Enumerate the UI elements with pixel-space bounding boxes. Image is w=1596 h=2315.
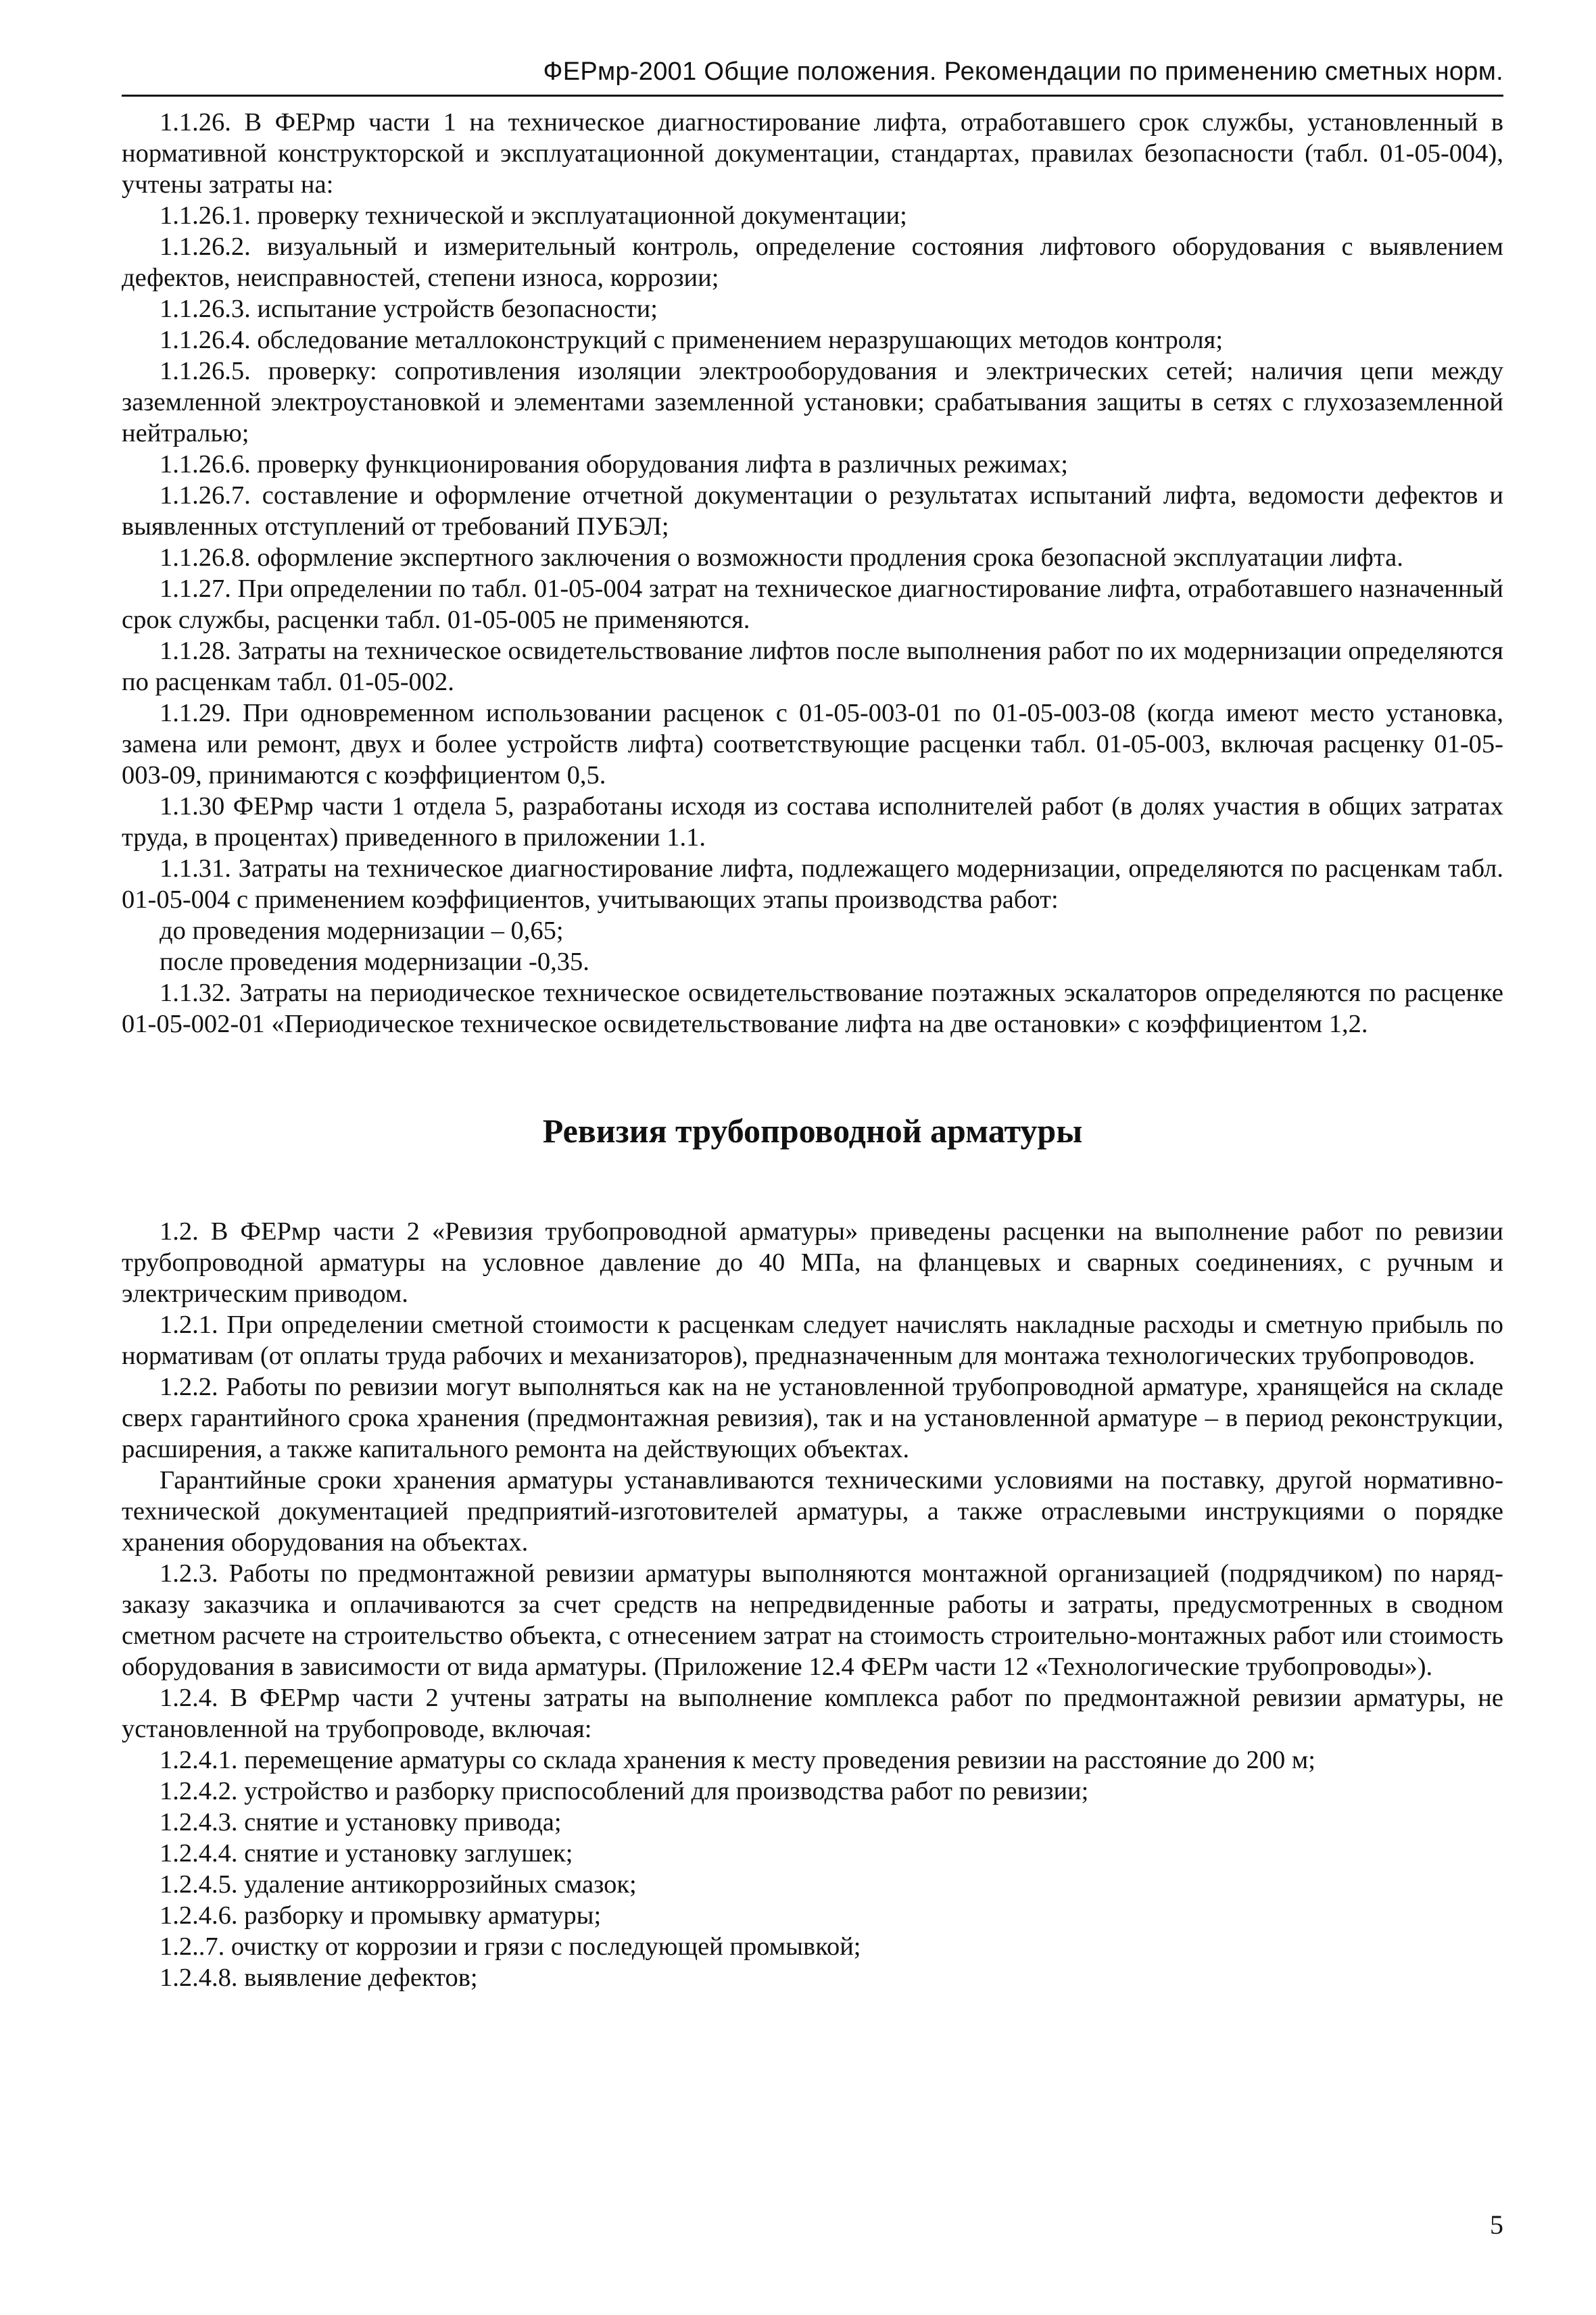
paragraph-1-1-29: 1.1.29. При одновременном использовании расценок с 01-05-003-01 по 01-05-003-08 (когда имеют место установка, замена или ремонт, двух и более устройств лифта) соответствующие расценки табл. 01-05-003, включая расценку 01-05-003-09, принимаются с коэффициентом 0,5. [122,699,1503,789]
paragraph-1-2-4-2: 1.2.4.2. устройство и разборку приспособлений для производства работ по ревизии; [160,1777,1089,1805]
paragraph-1-2-4-6: 1.2.4.6. разборку и промывку арматуры; [160,1901,602,1930]
paragraph-1-1-26-3: 1.1.26.3. испытание устройств безопасности; [160,295,658,323]
paragraph-1-2-2: 1.2.2. Работы по ревизии могут выполняться как на не установленной трубопроводной арматуре, хранящейся на складе сверх гарантийного срока хранения (предмонтажная ревизия), так и на установленной арматуре – в период реконструкции, расширения, а также капитального ремонта на действующих объектах. [122,1373,1503,1463]
paragraph-1-1-26-7: 1.1.26.7. составление и оформление отчетной документации о результатах испытаний лифта, ведомости дефектов и выявленных отступлений от требований ПУБЭЛ; [122,481,1503,541]
document-body [122,107,1503,1993]
paragraph-1-1-26-2: 1.1.26.2. визуальный и измерительный контроль, определение состояния лифтового оборудования с выявлением дефектов, неисправностей, степени износа, коррозии; [122,233,1503,292]
paragraph-1-2-4: 1.2.4. В ФЕРмр части 2 учтены затраты на выполнение комплекса работ по предмонтажной ревизии арматуры, не установленной на трубопроводе, включая: [122,1684,1503,1743]
paragraph-warranty-terms: Гарантийные сроки хранения арматуры устанавливаются техническими условиями на поставку, другой нормативно-технической документацией предприятий-изготовителей арматуры, а также отраслевыми инструкциями о порядке хранения оборудования на объектах. [122,1466,1503,1557]
paragraph-1-2-4-5: 1.2.4.5. удаление антикоррозийных смазок; [160,1870,637,1899]
paragraph-1-1-26-6: 1.1.26.6. проверку функционирования оборудования лифта в различных режимах; [160,450,1068,479]
paragraph-1-1-32: 1.1.32. Затраты на периодическое техническое освидетельствование поэтажных эскалаторов определяются по расценке 01-05-002-01 «Периодическое техническое освидетельствование лифта на две остановки» с коэффициентом 1,2. [122,979,1503,1038]
paragraph-1-2-4-7: 1.2..7. очистку от коррозии и грязи с последующей промывкой; [160,1932,861,1961]
running-header: ФЕРмр-2001 Общие положения. Рекомендации по применению сметных норм. [543,57,1503,86]
section-title: Ревизия трубопроводной арматуры [542,1112,1083,1150]
paragraph-1-2-4-4: 1.2.4.4. снятие и установку заглушек; [160,1839,573,1868]
paragraph-1-2-4-1: 1.2.4.1. перемещение арматуры со склада хранения к месту проведения ревизии на расстояние до 200 м; [160,1746,1315,1774]
paragraph-1-1-30: 1.1.30 ФЕРмр части 1 отдела 5, разработаны исходя из состава исполнителей работ (в долях участия в общих затратах труда, в процентах) приведенного в приложении 1.1. [122,792,1503,852]
paragraph-1-1-26-4: 1.1.26.4. обследование металлоконструкций с применением неразрушающих методов контроля; [160,326,1224,354]
page-number: 5 [1490,2210,1503,2240]
paragraph-1-1-26: 1.1.26. В ФЕРмр части 1 на техническое диагностирование лифта, отработавшего срок службы, установленный в нормативной конструкторской и эксплуатационной документации, стандартах, правилах безопасности (табл. 01-05-004), учтены затраты на: [122,108,1503,199]
paragraph-1-2-4-8: 1.2.4.8. выявление дефектов; [160,1964,478,1992]
paragraph-1-1-27: 1.1.27. При определении по табл. 01-05-004 затрат на техническое диагностирование лифта, отработавшего назначенный срок службы, расценки табл. 01-05-005 не применяются. [122,575,1503,634]
paragraph-1-2-3: 1.2.3. Работы по предмонтажной ревизии арматуры выполняются монтажной организацией (подрядчиком) по наряд-заказу заказчика и оплачиваются за счет средств на непредвиденные работы и затраты, предусмотренных в сводном сметном расчете на строительство объекта, с отнесением затрат на стоимость строительно-монтажных работ или стоимость оборудования в зависимости от вида арматуры. (Приложение 12.4 ФЕРм части 12 «Технологические трубопроводы»). [122,1559,1503,1681]
paragraph-1-2: 1.2. В ФЕРмр части 2 «Ревизия трубопроводной арматуры» приведены расценки на выполнение работ по ревизии трубопроводной арматуры на условное давление до 40 МПа, на фланцевых и сварных соединениях, с ручным и электрическим приводом. [122,1217,1503,1308]
paragraph-1-1-31: 1.1.31. Затраты на техническое диагностирование лифта, подлежащего модернизации, определяются по расценкам табл. 01-05-004 с применением коэффициентов, учитывающих этапы производства работ: [122,854,1503,914]
paragraph-1-1-26-1: 1.1.26.1. проверку технической и эксплуатационной документации; [160,201,907,230]
paragraph-coefficient-before: до проведения модернизации – 0,65; [160,917,564,945]
paragraph-coefficient-after: после проведения модернизации -0,35. [160,948,589,976]
header-rule [122,95,1503,97]
paragraph-1-1-26-8: 1.1.26.8. оформление экспертного заключения о возможности продления срока безопасной эксплуатации лифта. [160,543,1403,572]
paragraph-1-2-1: 1.2.1. При определении сметной стоимости к расценкам следует начислять накладные расходы и сметную прибыль по нормативам (от оплаты труда рабочих и механизаторов), предназначенным для монтажа технологических трубопроводов. [122,1311,1503,1370]
paragraph-1-1-28: 1.1.28. Затраты на техническое освидетельствование лифтов после выполнения работ по их модернизации определяются по расценкам табл. 01-05-002. [122,637,1503,696]
paragraph-1-2-4-3: 1.2.4.3. снятие и установку привода; [160,1808,562,1836]
paragraph-1-1-26-5: 1.1.26.5. проверку: сопротивления изоляции электрооборудования и электрических сетей; наличия цепи между заземленной электроустановкой и элементами заземленной установки; срабатывания защиты в сетях с глухозаземленной нейтралью; [122,357,1503,447]
